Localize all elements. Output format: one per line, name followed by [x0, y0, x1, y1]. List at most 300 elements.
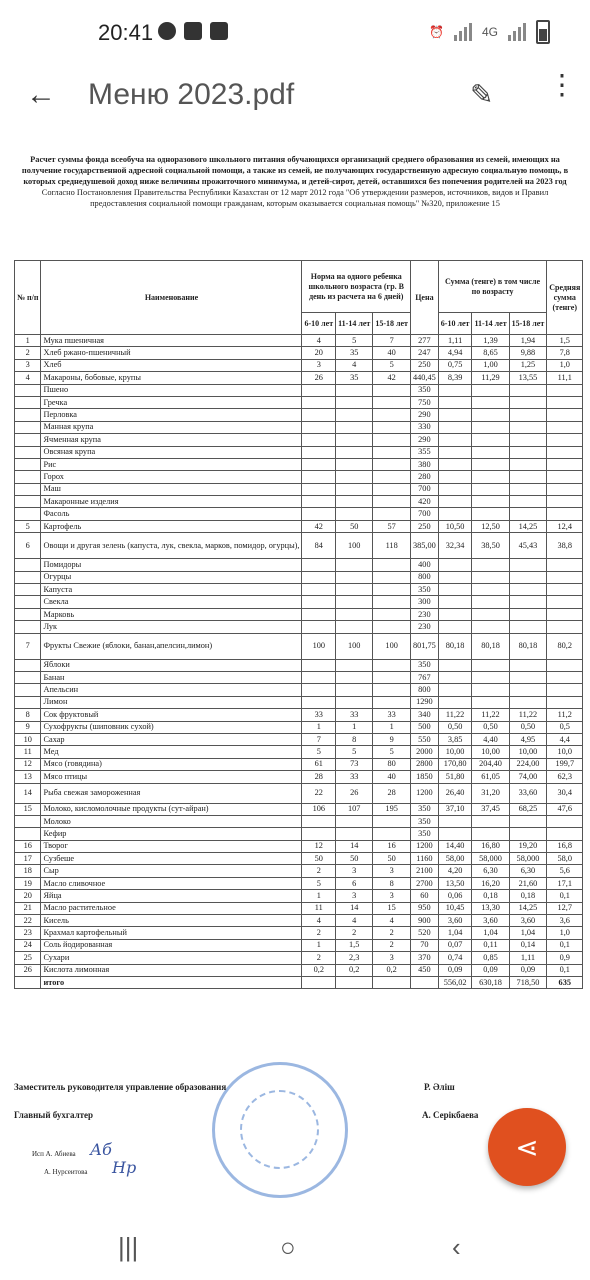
- table-cell: [547, 559, 583, 571]
- table-cell: [472, 384, 509, 396]
- table-cell: 7: [373, 335, 411, 347]
- table-cell: 80,18: [438, 633, 472, 659]
- table-cell: [336, 496, 373, 508]
- table-cell: 9: [15, 721, 41, 733]
- table-cell: 51,80: [438, 771, 472, 783]
- status-time: 20:41: [98, 20, 154, 45]
- table-cell: [336, 621, 373, 633]
- table-cell: [509, 596, 547, 608]
- table-cell: 18: [15, 865, 41, 877]
- table-cell: [509, 659, 547, 671]
- table-cell: [547, 458, 583, 470]
- table-cell: [15, 571, 41, 583]
- table-cell: Сухари: [41, 952, 302, 964]
- table-cell: 20: [302, 347, 336, 359]
- table-cell: Апельсин: [41, 684, 302, 696]
- table-cell: 80,18: [509, 633, 547, 659]
- table-row: [15, 721, 583, 733]
- table-cell: 1,39: [472, 335, 509, 347]
- header-bold-text: Расчет суммы фонда всеобуча на одноразового школьного питания обучающихся организаций среднего образования из семей, имеющих на получение государственной адресной социальной помощи, а также из семей, не получающих государственную адресную социальную помощь, в которых среднедушевой доход ниже величины прожиточного минимума, и детей-сирот, детей, оставшихся без попечения родителей на 2023 год: [21, 155, 569, 186]
- table-cell: 247: [410, 347, 438, 359]
- table-cell: [336, 684, 373, 696]
- col-norm-age2: 11-14 лет: [336, 313, 373, 335]
- table-cell: 33: [373, 709, 411, 721]
- table-cell: [302, 434, 336, 446]
- table-row: [15, 335, 583, 347]
- table-cell: 280: [410, 471, 438, 483]
- table-cell: 7,8: [547, 347, 583, 359]
- table-cell: 350: [410, 584, 438, 596]
- table-cell: 5: [336, 335, 373, 347]
- table-cell: [336, 696, 373, 708]
- table-row: [15, 840, 583, 852]
- table-cell: Фрукты Свежие (яблоки, банан,апелсин,лимон): [41, 633, 302, 659]
- table-cell: [302, 446, 336, 458]
- table-cell: [15, 421, 41, 433]
- table-cell: [509, 496, 547, 508]
- table-cell: [472, 446, 509, 458]
- table-row: [15, 396, 583, 408]
- table-cell: 2: [15, 347, 41, 359]
- table-cell: [373, 828, 411, 840]
- table-cell: 2: [336, 927, 373, 939]
- table-cell: 380: [410, 458, 438, 470]
- table-cell: [373, 608, 411, 620]
- table-cell: Крахмал картофельный: [41, 927, 302, 939]
- table-cell: 73: [336, 758, 373, 770]
- table-cell: 1,94: [509, 335, 547, 347]
- table-cell: [373, 496, 411, 508]
- table-cell: 13,55: [509, 372, 547, 384]
- table-cell: 290: [410, 409, 438, 421]
- table-cell: 100: [373, 633, 411, 659]
- table-cell: [336, 976, 373, 988]
- table-cell: Макаронные изделия: [41, 496, 302, 508]
- accountant-name: А. Серікбаева: [422, 1110, 479, 1120]
- table-cell: [15, 508, 41, 520]
- header-normal-text: Согласно Постановления Правительства Республики Казахстан от 12 март 2012 года "Об утверждении размеров, источников, видов и Правил предоставления социальной помощи гражданам, которым оказывается социальная помощь" №320, приложение 15: [41, 188, 549, 208]
- table-cell: [547, 483, 583, 495]
- table-cell: Кислота лимонная: [41, 964, 302, 976]
- table-cell: Огурцы: [41, 571, 302, 583]
- table-cell: 801,75: [410, 633, 438, 659]
- table-cell: Масло растительное: [41, 902, 302, 914]
- table-cell: [302, 828, 336, 840]
- table-cell: 12,7: [547, 902, 583, 914]
- col-sum-age2: 11-14 лет: [472, 313, 509, 335]
- table-cell: [373, 421, 411, 433]
- table-cell: 800: [410, 571, 438, 583]
- table-cell: [509, 571, 547, 583]
- table-cell: 250: [410, 359, 438, 371]
- table-cell: [302, 559, 336, 571]
- table-cell: [15, 696, 41, 708]
- table-cell: 277: [410, 335, 438, 347]
- table-cell: [438, 421, 472, 433]
- table-cell: [472, 671, 509, 683]
- table-cell: 14: [336, 902, 373, 914]
- table-cell: [302, 471, 336, 483]
- table-cell: 2000: [410, 746, 438, 758]
- table-row: [15, 783, 583, 803]
- table-cell: [373, 976, 411, 988]
- table-cell: Сок фруктовый: [41, 709, 302, 721]
- table-cell: 57: [373, 520, 411, 532]
- table-cell: 17,1: [547, 877, 583, 889]
- edit-pencil-icon[interactable]: ✎: [470, 79, 494, 110]
- table-cell: 0,50: [509, 721, 547, 733]
- table-cell: 0,2: [373, 964, 411, 976]
- table-cell: 22: [302, 783, 336, 803]
- table-row: [15, 421, 583, 433]
- table-cell: Перловка: [41, 409, 302, 421]
- table-cell: 4,40: [472, 733, 509, 745]
- table-cell: Марковь: [41, 608, 302, 620]
- table-cell: [336, 815, 373, 827]
- table-cell: [509, 559, 547, 571]
- table-cell: 40: [373, 347, 411, 359]
- table-cell: 25: [15, 952, 41, 964]
- table-cell: [547, 684, 583, 696]
- table-row: [15, 803, 583, 815]
- table-cell: [438, 684, 472, 696]
- table-cell: [302, 976, 336, 988]
- table-cell: [438, 696, 472, 708]
- table-cell: 0,11: [472, 939, 509, 951]
- table-cell: [373, 446, 411, 458]
- table-cell: [373, 696, 411, 708]
- table-cell: итого: [41, 976, 302, 988]
- table-cell: 3: [15, 359, 41, 371]
- table-cell: 42: [373, 372, 411, 384]
- table-row: [15, 434, 583, 446]
- table-cell: 28: [373, 783, 411, 803]
- table-cell: [302, 815, 336, 827]
- table-cell: 3: [336, 865, 373, 877]
- table-cell: [547, 571, 583, 583]
- table-cell: [302, 696, 336, 708]
- table-cell: [373, 596, 411, 608]
- table-cell: 170,80: [438, 758, 472, 770]
- table-cell: [547, 409, 583, 421]
- deputy-name: Р. Әліш: [424, 1082, 455, 1092]
- table-cell: [438, 608, 472, 620]
- table-cell: [302, 608, 336, 620]
- table-cell: 16,20: [472, 877, 509, 889]
- table-cell: 1160: [410, 853, 438, 865]
- table-cell: [15, 828, 41, 840]
- table-cell: Маш: [41, 483, 302, 495]
- table-cell: 385,00: [410, 533, 438, 559]
- table-row: [15, 952, 583, 964]
- table-cell: 33: [336, 771, 373, 783]
- table-cell: 61,05: [472, 771, 509, 783]
- table-cell: 3: [373, 952, 411, 964]
- table-cell: 58,000: [472, 853, 509, 865]
- table-cell: [438, 483, 472, 495]
- table-cell: 0,1: [547, 890, 583, 902]
- table-cell: 0,9: [547, 952, 583, 964]
- table-cell: [509, 434, 547, 446]
- home-button[interactable]: ○: [280, 1232, 296, 1262]
- signature-1: Аб: [90, 1140, 112, 1159]
- table-cell: 4: [302, 335, 336, 347]
- table-cell: [472, 596, 509, 608]
- table-cell: 6: [15, 533, 41, 559]
- table-cell: [15, 596, 41, 608]
- table-cell: 16: [373, 840, 411, 852]
- table-cell: [373, 409, 411, 421]
- table-cell: 0,18: [472, 890, 509, 902]
- table-cell: 1,5: [336, 939, 373, 951]
- table-cell: [472, 828, 509, 840]
- table-cell: 3,60: [472, 915, 509, 927]
- table-cell: [373, 571, 411, 583]
- col-sum-age1: 6-10 лет: [438, 313, 472, 335]
- table-cell: Ячменная крупа: [41, 434, 302, 446]
- table-cell: [336, 828, 373, 840]
- table-cell: [15, 434, 41, 446]
- table-cell: [547, 496, 583, 508]
- table-cell: 50: [302, 853, 336, 865]
- table-cell: 1: [302, 939, 336, 951]
- table-row: [15, 746, 583, 758]
- table-cell: 12,50: [472, 520, 509, 532]
- table-cell: [509, 608, 547, 620]
- table-cell: 21: [15, 902, 41, 914]
- table-cell: [547, 596, 583, 608]
- table-cell: 1: [302, 721, 336, 733]
- table-cell: 6,30: [472, 865, 509, 877]
- table-cell: Лимон: [41, 696, 302, 708]
- table-cell: 11,22: [438, 709, 472, 721]
- pdf-page[interactable]: [0, 132, 590, 1214]
- table-cell: [302, 458, 336, 470]
- table-cell: 204,40: [472, 758, 509, 770]
- table-cell: [547, 421, 583, 433]
- table-cell: 4,94: [438, 347, 472, 359]
- signal-2-icon: [508, 23, 526, 41]
- table-cell: 11,22: [472, 709, 509, 721]
- back-button[interactable]: ‹: [452, 1232, 461, 1262]
- table-cell: 1,04: [438, 927, 472, 939]
- table-cell: [373, 584, 411, 596]
- table-cell: 1: [336, 721, 373, 733]
- table-cell: 195: [373, 803, 411, 815]
- table-cell: [509, 671, 547, 683]
- table-cell: [373, 671, 411, 683]
- table-cell: 500: [410, 721, 438, 733]
- alarm-icon: ⏰: [429, 25, 444, 39]
- official-seal: [212, 1062, 348, 1198]
- table-cell: 450: [410, 964, 438, 976]
- table-cell: 30,4: [547, 783, 583, 803]
- table-cell: 2: [302, 865, 336, 877]
- table-cell: 4: [336, 915, 373, 927]
- table-cell: 11,1: [547, 372, 583, 384]
- table-cell: Рыба свежая замороженная: [41, 783, 302, 803]
- more-options-icon[interactable]: ⋮: [548, 69, 576, 100]
- table-cell: Мед: [41, 746, 302, 758]
- table-cell: 4,95: [509, 733, 547, 745]
- table-cell: [373, 508, 411, 520]
- table-cell: Молоко, кисломолочные продукты (сут-айран): [41, 803, 302, 815]
- table-cell: Мука пшеничная: [41, 335, 302, 347]
- table-cell: [509, 815, 547, 827]
- table-cell: [438, 471, 472, 483]
- table-cell: 45,43: [509, 533, 547, 559]
- table-row: [15, 758, 583, 770]
- table-cell: 16: [15, 840, 41, 852]
- table-cell: 5: [302, 746, 336, 758]
- table-cell: 10: [15, 733, 41, 745]
- table-cell: 15: [373, 902, 411, 914]
- table-cell: 10,45: [438, 902, 472, 914]
- table-cell: [509, 421, 547, 433]
- table-cell: 50: [336, 853, 373, 865]
- table-cell: 11: [302, 902, 336, 914]
- table-cell: 0,50: [472, 721, 509, 733]
- table-row: [15, 659, 583, 671]
- table-cell: 26: [302, 372, 336, 384]
- table-cell: [438, 384, 472, 396]
- table-cell: 0,09: [509, 964, 547, 976]
- table-cell: 2700: [410, 877, 438, 889]
- table-cell: [336, 571, 373, 583]
- table-cell: 100: [336, 533, 373, 559]
- table-cell: Сузбеше: [41, 853, 302, 865]
- table-cell: [302, 571, 336, 583]
- table-cell: [15, 584, 41, 596]
- table-cell: 58,000: [509, 853, 547, 865]
- table-cell: [438, 409, 472, 421]
- table-cell: [547, 508, 583, 520]
- table-cell: [547, 621, 583, 633]
- table-cell: [472, 421, 509, 433]
- table-cell: 60: [410, 890, 438, 902]
- table-cell: [547, 434, 583, 446]
- table-cell: [336, 458, 373, 470]
- table-cell: 100: [336, 633, 373, 659]
- table-cell: Банан: [41, 671, 302, 683]
- table-row: [15, 483, 583, 495]
- table-cell: 1,00: [472, 359, 509, 371]
- table-cell: [472, 608, 509, 620]
- table-cell: 5,6: [547, 865, 583, 877]
- app-notification-icon: [210, 22, 228, 40]
- table-cell: [509, 584, 547, 596]
- table-row: [15, 927, 583, 939]
- table-cell: 14: [336, 840, 373, 852]
- table-cell: 2100: [410, 865, 438, 877]
- table-row: [15, 559, 583, 571]
- table-cell: Манная крупа: [41, 421, 302, 433]
- table-cell: 0,2: [336, 964, 373, 976]
- table-cell: 12: [15, 758, 41, 770]
- table-row: [15, 915, 583, 927]
- menu-cost-table: [14, 260, 583, 989]
- table-cell: 1,25: [509, 359, 547, 371]
- col-num: № п/п: [15, 261, 41, 335]
- table-cell: Мясо птицы: [41, 771, 302, 783]
- table-row: [15, 458, 583, 470]
- table-cell: Овсяная крупа: [41, 446, 302, 458]
- table-cell: 1: [373, 721, 411, 733]
- table-cell: 4: [373, 915, 411, 927]
- col-sum-age3: 15-18 лет: [509, 313, 547, 335]
- table-cell: [509, 471, 547, 483]
- table-cell: [438, 508, 472, 520]
- table-cell: [472, 496, 509, 508]
- table-cell: 300: [410, 596, 438, 608]
- table-cell: 3,6: [547, 915, 583, 927]
- table-cell: 80,2: [547, 633, 583, 659]
- table-cell: 38,8: [547, 533, 583, 559]
- back-arrow-icon[interactable]: ←: [26, 78, 56, 111]
- table-cell: Сыр: [41, 865, 302, 877]
- col-norm-age1: 6-10 лет: [302, 313, 336, 335]
- table-cell: [336, 434, 373, 446]
- table-cell: 4: [336, 359, 373, 371]
- recent-apps-button[interactable]: |||: [118, 1232, 139, 1262]
- table-cell: 14,25: [509, 902, 547, 914]
- table-cell: 5: [302, 877, 336, 889]
- table-cell: 35: [336, 372, 373, 384]
- table-row: [15, 633, 583, 659]
- table-cell: [336, 446, 373, 458]
- share-button[interactable]: [488, 1108, 566, 1186]
- table-cell: 2800: [410, 758, 438, 770]
- table-cell: 750: [410, 396, 438, 408]
- table-cell: 1290: [410, 696, 438, 708]
- battery-icon: [536, 20, 550, 44]
- table-cell: 635: [547, 976, 583, 988]
- table-cell: [373, 434, 411, 446]
- share-icon: ⋖: [515, 1131, 539, 1163]
- table-cell: [336, 384, 373, 396]
- table-cell: Свекла: [41, 596, 302, 608]
- table-cell: Гречка: [41, 396, 302, 408]
- table-cell: [509, 458, 547, 470]
- table-cell: 14,25: [509, 520, 547, 532]
- table-row: [15, 621, 583, 633]
- table-cell: 13: [15, 771, 41, 783]
- table-cell: [15, 496, 41, 508]
- table-cell: [302, 496, 336, 508]
- table-cell: 3: [373, 890, 411, 902]
- table-cell: [302, 621, 336, 633]
- table-cell: [302, 596, 336, 608]
- table-cell: Кисель: [41, 915, 302, 927]
- table-cell: [336, 396, 373, 408]
- table-cell: 4: [15, 372, 41, 384]
- table-cell: [472, 696, 509, 708]
- table-cell: 68,25: [509, 803, 547, 815]
- table-cell: 0,09: [472, 964, 509, 976]
- table-cell: 4,20: [438, 865, 472, 877]
- table-cell: 62,3: [547, 771, 583, 783]
- table-cell: 33: [336, 709, 373, 721]
- table-cell: [438, 596, 472, 608]
- table-cell: 5: [336, 746, 373, 758]
- table-cell: 80: [373, 758, 411, 770]
- table-cell: 42: [302, 520, 336, 532]
- col-sum: Сумма (тенге) в том числе по возрасту: [438, 261, 546, 313]
- table-cell: 370: [410, 952, 438, 964]
- col-norm: Норма на одного ребенка школьного возраста (гр. В день из расчета на 6 дней): [302, 261, 410, 313]
- message-icon: [184, 22, 202, 40]
- table-cell: [509, 684, 547, 696]
